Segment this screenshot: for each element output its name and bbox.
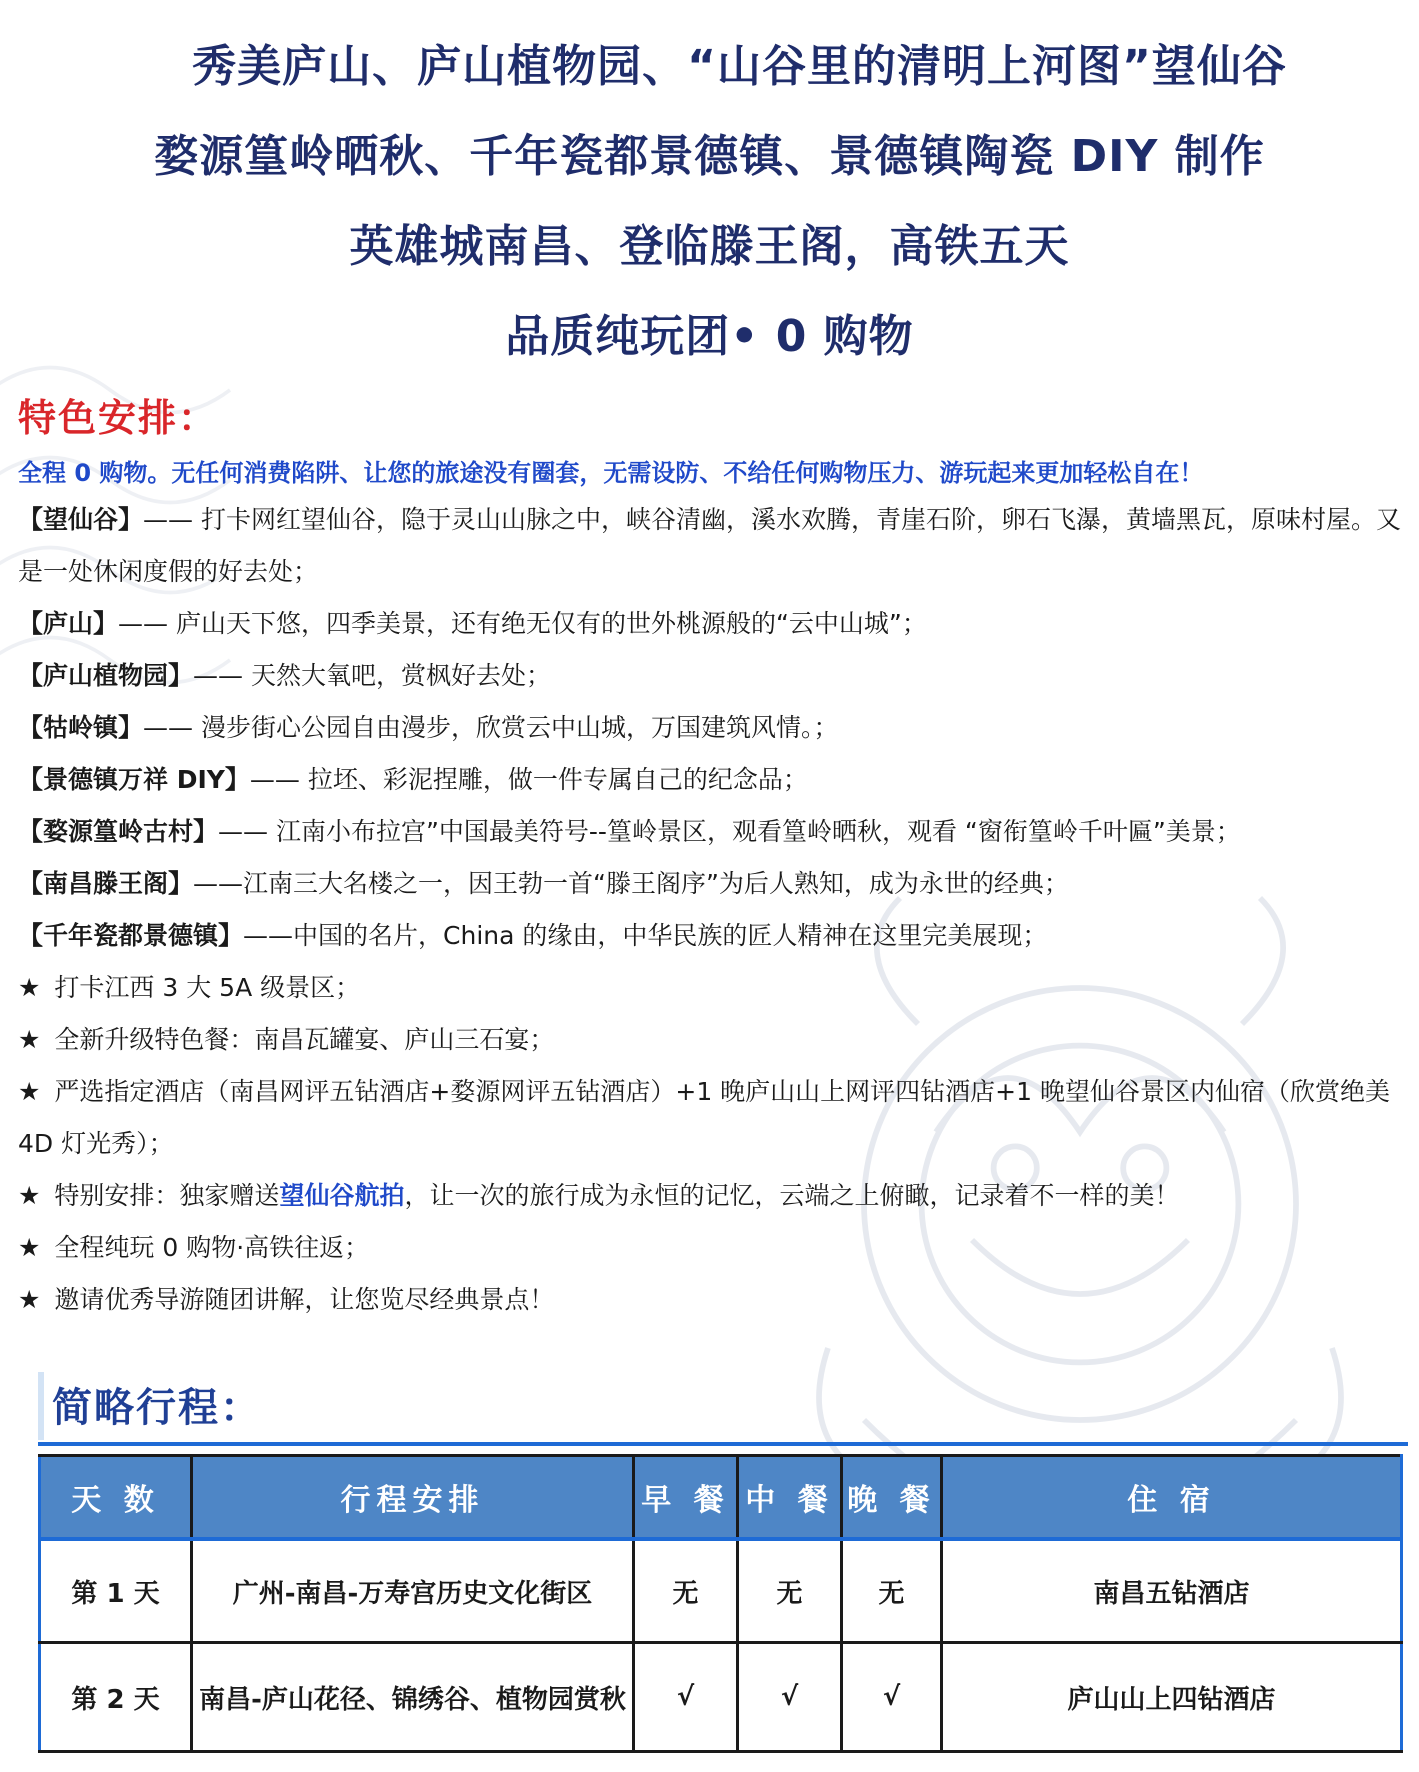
star-highlight: 望仙谷航拍	[279, 1181, 405, 1210]
star-item	[18, 1014, 1401, 1066]
spot-key: 【庐山】	[18, 609, 119, 638]
features-heading: 特色安排：	[18, 396, 219, 440]
table-header-row	[40, 1456, 1402, 1540]
star-icon: ★	[18, 1285, 41, 1314]
spot-key: 【庐山植物园】	[18, 661, 194, 690]
header-day: 天 数	[40, 1456, 192, 1540]
spot-text: ——中国的名片，China 的缘由，中华民族的匠人精神在这里完美展现；	[243, 921, 1048, 950]
spot-item	[18, 650, 1401, 702]
cell-lunch: √	[738, 1643, 842, 1752]
star-icon: ★	[18, 1233, 41, 1262]
star-text: 打卡江西 3 大 5A 级景区；	[54, 973, 361, 1002]
header-schedule: 行程安排	[192, 1456, 634, 1540]
cell-dinner: √	[842, 1643, 942, 1752]
star-text: 严选指定酒店（南昌网评五钻酒店+婺源网评五钻酒店）+1 晚庐山山上网评四钻酒店+1 晚望仙谷景区内仙宿（欣赏绝美 4D 灯光秀）；	[18, 1077, 1390, 1158]
cell-breakfast: 无	[634, 1539, 738, 1643]
spot-item	[18, 702, 1401, 754]
spot-item	[18, 910, 1401, 962]
brief-divider	[38, 1442, 1408, 1446]
title-line-1: 秀美庐山、庐山植物园、“山谷里的清明上河图”望仙谷	[192, 41, 1287, 92]
features-list	[0, 452, 1419, 1326]
title-line-2: 婺源篁岭晒秋、千年瓷都景德镇、景德镇陶瓷 DIY 制作	[154, 131, 1265, 182]
header-lunch: 中 餐	[738, 1456, 842, 1540]
star-icon: ★	[18, 1077, 41, 1106]
spot-text: —— 江南小布拉宫”中国最美符号--篁岭景区，观看篁岭晒秋，观看 “窗衔篁岭千叶匾”美景；	[218, 817, 1241, 846]
spot-key: 【景德镇万祥 DIY】	[18, 765, 250, 794]
spot-key: 【南昌滕王阁】	[18, 869, 194, 898]
star-icon: ★	[18, 1025, 41, 1054]
star-item	[18, 1170, 1401, 1222]
cell-day: 第 2 天	[40, 1643, 192, 1752]
spot-text: —— 打卡网红望仙谷，隐于灵山山脉之中，峡谷清幽，溪水欢腾，青崖石阶，卵石飞瀑，黄墙黑瓦，原味村屋。又是一处休闲度假的好去处；	[18, 505, 1401, 586]
spot-key: 【牯岭镇】	[18, 713, 144, 742]
spot-key: 【婺源篁岭古村】	[18, 817, 219, 846]
star-text: 全新升级特色餐：南昌瓦罐宴、庐山三石宴；	[54, 1025, 555, 1054]
cell-hotel: 南昌五钻酒店	[942, 1539, 1402, 1643]
cell-breakfast: √	[634, 1643, 738, 1752]
cell-schedule: 南昌-庐山花径、锦绣谷、植物园赏秋	[192, 1643, 634, 1752]
title-line-3: 英雄城南昌、登临滕王阁，高铁五天	[349, 221, 1070, 272]
star-icon: ★	[18, 973, 41, 1002]
cell-day: 第 1 天	[40, 1539, 192, 1643]
table-row	[40, 1643, 1402, 1752]
star-item	[18, 1222, 1401, 1274]
star-icon: ★	[18, 1181, 41, 1210]
spot-item	[18, 858, 1401, 910]
star-text: 邀请优秀导游随团讲解，让您览尽经典景点！	[54, 1285, 555, 1314]
star-text: ，让一次的旅行成为永恒的记忆，云端之上俯瞰，记录着不一样的美！	[404, 1181, 1180, 1210]
brief-itinerary	[38, 1372, 1408, 1753]
cell-dinner: 无	[842, 1539, 942, 1643]
star-item	[18, 962, 1401, 1014]
spot-item	[18, 494, 1401, 598]
header-hotel: 住 宿	[942, 1456, 1402, 1540]
spot-key: 【望仙谷】	[18, 505, 144, 534]
title-block	[0, 0, 1419, 382]
spot-text: —— 天然大氧吧，赏枫好去处；	[193, 661, 551, 690]
spot-text: —— 拉坯、彩泥捏雕，做一件专属自己的纪念品；	[249, 765, 808, 794]
itinerary-table	[38, 1454, 1403, 1753]
header-breakfast: 早 餐	[634, 1456, 738, 1540]
spot-text: —— 漫步街心公园自由漫步，欣赏云中山城，万国建筑风情。；	[143, 713, 839, 742]
header-dinner: 晚 餐	[842, 1456, 942, 1540]
star-text: 全程纯玩 0 购物·高铁往返；	[54, 1233, 370, 1262]
cell-hotel: 庐山山上四钻酒店	[942, 1643, 1402, 1752]
star-item	[18, 1274, 1401, 1326]
table-row	[40, 1539, 1402, 1643]
spot-item	[18, 754, 1401, 806]
spot-item	[18, 806, 1401, 858]
spot-item	[18, 598, 1401, 650]
spot-text: ——江南三大名楼之一，因王勃一首“滕王阁序”为后人熟知，成为永世的经典；	[193, 869, 1069, 898]
cell-schedule: 广州-南昌-万寿宫历史文化街区	[192, 1539, 634, 1643]
spot-key: 【千年瓷都景德镇】	[18, 921, 244, 950]
spot-text: —— 庐山天下悠，四季美景，还有绝无仅有的世外桃源般的“云中山城”；	[118, 609, 927, 638]
cell-lunch: 无	[738, 1539, 842, 1643]
star-text: 特别安排：独家赠送	[54, 1181, 280, 1210]
star-item	[18, 1066, 1401, 1170]
features-lead: 全程 0 购物。无任何消费陷阱、让您的旅途没有圈套，无需设防、不给任何购物压力、游玩起来更加轻松自在！	[18, 459, 1204, 487]
title-line-4: 品质纯玩团• 0 购物	[505, 311, 914, 362]
brief-heading: 简略行程：	[38, 1372, 1408, 1440]
